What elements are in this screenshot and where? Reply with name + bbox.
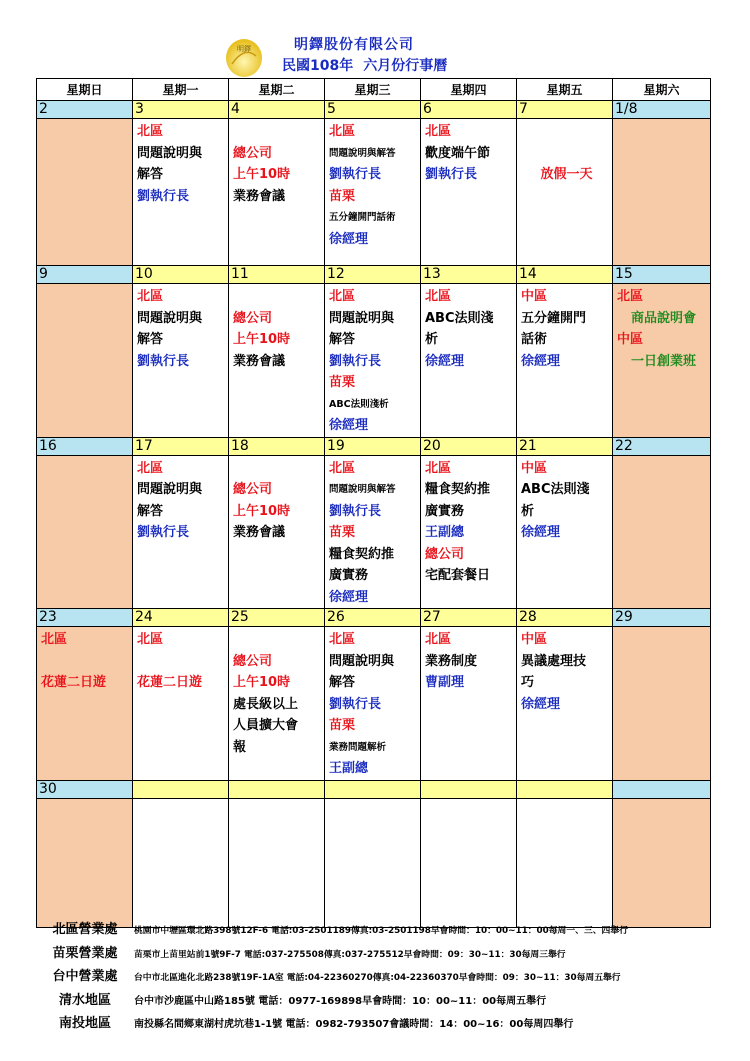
office-info: 台中市沙鹿區中山路185號 電話：0977-169898早會時間：10：00~11：00每周五舉行	[134, 995, 547, 1007]
event-line: 解答	[137, 503, 164, 519]
event-line: 巧	[521, 675, 535, 690]
event-line	[137, 651, 228, 673]
events-row	[37, 284, 711, 438]
date-number: 30	[37, 780, 133, 798]
day-cell	[325, 798, 421, 927]
event-line	[233, 458, 324, 480]
event-line: 廣實務	[329, 568, 369, 583]
day-cell	[421, 798, 517, 927]
event-line: 劉執行長	[329, 353, 382, 369]
event-line: 問題說明與	[137, 482, 203, 497]
date-number: 12	[325, 266, 421, 284]
date-number	[229, 780, 325, 798]
date-row	[37, 609, 711, 627]
company-logo-icon	[222, 34, 266, 78]
event-line: 糧食契約推	[425, 482, 491, 497]
company-name: 明鐸股份有限公司	[294, 37, 414, 53]
weekday-thu: 星期四	[421, 79, 517, 101]
day-cell	[421, 627, 517, 781]
event-line: 異議處理技	[521, 653, 587, 669]
date-row	[37, 266, 711, 284]
date-number: 17	[133, 437, 229, 455]
day-cell	[229, 119, 325, 266]
date-number: 19	[325, 437, 421, 455]
day-cell	[613, 119, 711, 266]
date-number: 24	[133, 609, 229, 627]
event-line: 析	[425, 332, 439, 347]
event-line: 北區	[425, 632, 452, 647]
event-line: 北區	[617, 289, 644, 304]
event-line: 北區	[137, 460, 164, 476]
office-row	[40, 918, 740, 942]
day-cell	[421, 119, 517, 266]
date-number: 13	[421, 266, 517, 284]
event-line: 北區	[425, 289, 452, 304]
event-line	[233, 629, 324, 651]
event-line: 徐經理	[329, 418, 369, 433]
event-line: 業務制度	[425, 653, 478, 669]
event-line: 放假一天	[540, 167, 593, 182]
event-line: 北區	[329, 460, 356, 476]
day-cell	[37, 455, 133, 609]
event-line: ABC法則淺	[521, 482, 590, 497]
event-line: 解答	[137, 332, 164, 347]
day-cell	[229, 455, 325, 609]
office-name: 北區營業處	[52, 922, 118, 937]
event-line: 徐經理	[329, 231, 369, 247]
date-number: 14	[517, 266, 613, 284]
event-line: 劉執行長	[137, 353, 190, 369]
day-cell	[37, 798, 133, 927]
event-line: 廣實務	[425, 503, 465, 519]
event-line: 報	[233, 739, 247, 755]
events-row	[37, 627, 711, 781]
date-number: 20	[421, 437, 517, 455]
event-line: ABC法則淺析	[329, 398, 389, 410]
office-row	[40, 942, 740, 966]
day-cell	[133, 627, 229, 781]
date-row	[37, 437, 711, 455]
event-line: 解答	[137, 167, 164, 182]
date-number: 29	[613, 609, 711, 627]
date-number: 9	[37, 266, 133, 284]
event-line: 北區	[41, 632, 68, 647]
event-line: 苗栗	[329, 525, 356, 540]
event-line: 王副總	[329, 761, 369, 776]
event-line: 北區	[137, 124, 164, 139]
date-number: 5	[325, 101, 421, 119]
date-number: 1/8	[613, 101, 711, 119]
date-number: 22	[613, 437, 711, 455]
date-number: 28	[517, 609, 613, 627]
day-cell	[421, 455, 517, 609]
date-number: 21	[517, 437, 613, 455]
date-number: 16	[37, 437, 133, 455]
header	[0, 30, 750, 78]
day-cell	[613, 455, 711, 609]
event-line: 苗栗	[329, 188, 356, 204]
day-cell	[517, 284, 613, 438]
event-line: 上午10時	[233, 675, 291, 690]
date-number: 23	[37, 609, 133, 627]
event-line: 徐經理	[521, 353, 561, 369]
office-row	[40, 1012, 740, 1036]
date-number: 10	[133, 266, 229, 284]
event-line: 宅配套餐日	[425, 568, 491, 583]
calendar-subtitle	[282, 55, 457, 75]
event-line: 解答	[329, 675, 356, 690]
day-cell	[421, 284, 517, 438]
event-line: 問題說明與	[137, 145, 203, 161]
date-number: 3	[133, 101, 229, 119]
office-row	[40, 989, 740, 1013]
subtitle-month: 六月份行事曆	[363, 58, 448, 74]
event-line	[233, 121, 324, 143]
day-cell	[613, 798, 711, 927]
date-number: 18	[229, 437, 325, 455]
event-line: 劉執行長	[329, 696, 382, 712]
event-line: 一日創業班	[630, 353, 696, 369]
event-line: 劉執行長	[137, 525, 190, 540]
day-cell	[517, 627, 613, 781]
event-line: 解答	[329, 332, 356, 347]
date-number	[517, 780, 613, 798]
event-line: 五分鐘開門話術	[329, 212, 396, 223]
event-line: 曹副理	[425, 675, 465, 690]
event-line: 徐經理	[521, 696, 561, 712]
event-line: 劉執行長	[425, 167, 478, 182]
event-line: 處長級以上	[233, 696, 299, 712]
date-number: 4	[229, 101, 325, 119]
event-line: 苗栗	[329, 375, 356, 390]
event-line	[233, 286, 324, 308]
office-info: 南投縣名間鄉東湖村虎坑巷1-1號 電話：0982-793507會議時間：14：00~16：00每周四舉行	[134, 1019, 574, 1030]
event-line: 總公司	[233, 653, 273, 669]
event-line: 北區	[425, 460, 452, 476]
office-name: 清水地區	[58, 992, 111, 1008]
office-row	[40, 965, 740, 989]
event-line: 問題說明與解答	[329, 484, 396, 495]
logo-text: 明鐸	[237, 45, 251, 53]
day-cell	[517, 455, 613, 609]
events-row	[37, 119, 711, 266]
event-line: 北區	[137, 632, 164, 647]
weekday-wed: 星期三	[325, 79, 421, 101]
day-cell	[229, 798, 325, 927]
weekday-mon: 星期一	[133, 79, 229, 101]
event-line: 花蓮二日遊	[137, 675, 203, 690]
calendar-table	[36, 78, 711, 928]
event-line: 問題說明與	[329, 653, 395, 669]
event-line: 中區	[521, 460, 548, 476]
event-line: 糧食契約推	[329, 546, 395, 562]
event-line: 上午10時	[233, 332, 291, 347]
office-info: 桃園市中壢區環北路398號12F-6 電話:03-2501189傳真:03-2501198早會時間：10：00~11：00每周一、三、四舉行	[134, 926, 628, 936]
event-line: 北區	[329, 124, 356, 139]
event-line: 總公司	[233, 482, 273, 497]
office-info: 苗栗市上苗里站前1號9F-7 電話:037-275508傳真:037-275512早會時間：09：30~11：30每周三舉行	[134, 949, 566, 960]
date-number: 2	[37, 101, 133, 119]
day-cell	[325, 455, 421, 609]
date-number	[613, 780, 711, 798]
event-line: 上午10時	[233, 167, 291, 182]
event-line: 苗栗	[329, 718, 356, 733]
day-cell	[325, 627, 421, 781]
event-line: 業務會議	[233, 525, 286, 540]
event-line: 話術	[521, 332, 548, 347]
event-line: 人員擴大會	[233, 718, 299, 733]
date-number	[133, 780, 229, 798]
date-number: 7	[517, 101, 613, 119]
event-line: 劉執行長	[137, 188, 190, 204]
day-cell	[133, 455, 229, 609]
event-line: 總公司	[233, 145, 273, 161]
day-cell	[613, 627, 711, 781]
day-cell	[229, 284, 325, 438]
office-info: 台中市北區進化北路238號19F-1A室 電話:04-22360270傳真:04-22360370早會時間：09：30~11：30每周五舉行	[134, 973, 621, 983]
event-line	[521, 143, 612, 165]
date-number	[325, 780, 421, 798]
date-number: 27	[421, 609, 517, 627]
event-line: 徐經理	[329, 589, 369, 605]
event-line: 業務會議	[233, 188, 286, 204]
event-line: 北區	[425, 124, 452, 139]
date-row	[37, 780, 711, 798]
event-line: 徐經理	[521, 525, 561, 540]
day-cell	[133, 119, 229, 266]
event-line: 劉執行長	[329, 503, 382, 519]
date-number: 15	[613, 266, 711, 284]
event-line: 業務會議	[233, 353, 286, 369]
day-cell	[613, 284, 711, 438]
day-cell	[325, 284, 421, 438]
office-name: 苗栗營業處	[52, 945, 118, 961]
date-number: 6	[421, 101, 517, 119]
event-line: 歡度端午節	[425, 145, 491, 161]
event-line	[41, 651, 132, 673]
events-row	[37, 798, 711, 927]
event-line: 析	[521, 503, 535, 519]
day-cell	[517, 119, 613, 266]
weekday-sun: 星期日	[37, 79, 133, 101]
date-number: 25	[229, 609, 325, 627]
events-row	[37, 455, 711, 609]
event-line: 劉執行長	[329, 167, 382, 182]
event-line: 中區	[521, 289, 548, 304]
event-line: 問題說明與	[137, 310, 203, 326]
day-cell	[133, 284, 229, 438]
day-cell	[517, 798, 613, 927]
day-cell	[37, 284, 133, 438]
weekday-tue: 星期二	[229, 79, 325, 101]
event-line: 總公司	[233, 310, 273, 326]
day-cell	[37, 119, 133, 266]
event-line: 中區	[521, 632, 548, 647]
event-line	[521, 121, 612, 143]
date-number: 26	[325, 609, 421, 627]
date-row	[37, 101, 711, 119]
weekday-fri: 星期五	[517, 79, 613, 101]
event-line: 徐經理	[425, 353, 465, 369]
office-name: 台中營業處	[52, 969, 118, 984]
event-line: 總公司	[425, 546, 465, 562]
event-line: 中區	[617, 332, 644, 347]
date-number	[421, 780, 517, 798]
weekday-sat: 星期六	[613, 79, 711, 101]
weekday-header-row	[37, 79, 711, 101]
day-cell	[37, 627, 133, 781]
office-footer	[40, 918, 740, 1036]
event-line: 上午10時	[233, 503, 291, 519]
date-number: 11	[229, 266, 325, 284]
day-cell	[133, 798, 229, 927]
event-line: 問題說明與	[329, 310, 395, 326]
event-line: 五分鐘開門	[521, 310, 587, 326]
event-line: 業務問題解析	[329, 741, 387, 753]
day-cell	[325, 119, 421, 266]
event-line: ABC法則淺	[425, 310, 494, 326]
event-line: 北區	[137, 289, 164, 304]
event-line: 問題說明與解答	[329, 147, 396, 159]
subtitle-year: 民國108年	[282, 58, 354, 74]
event-line: 花蓮二日遊	[41, 675, 107, 690]
event-line: 北區	[329, 632, 356, 647]
event-line: 王副總	[425, 525, 465, 540]
event-line: 北區	[329, 289, 356, 304]
office-name: 南投地區	[58, 1016, 111, 1031]
event-line: 商品說明會	[630, 310, 696, 326]
day-cell	[229, 627, 325, 781]
